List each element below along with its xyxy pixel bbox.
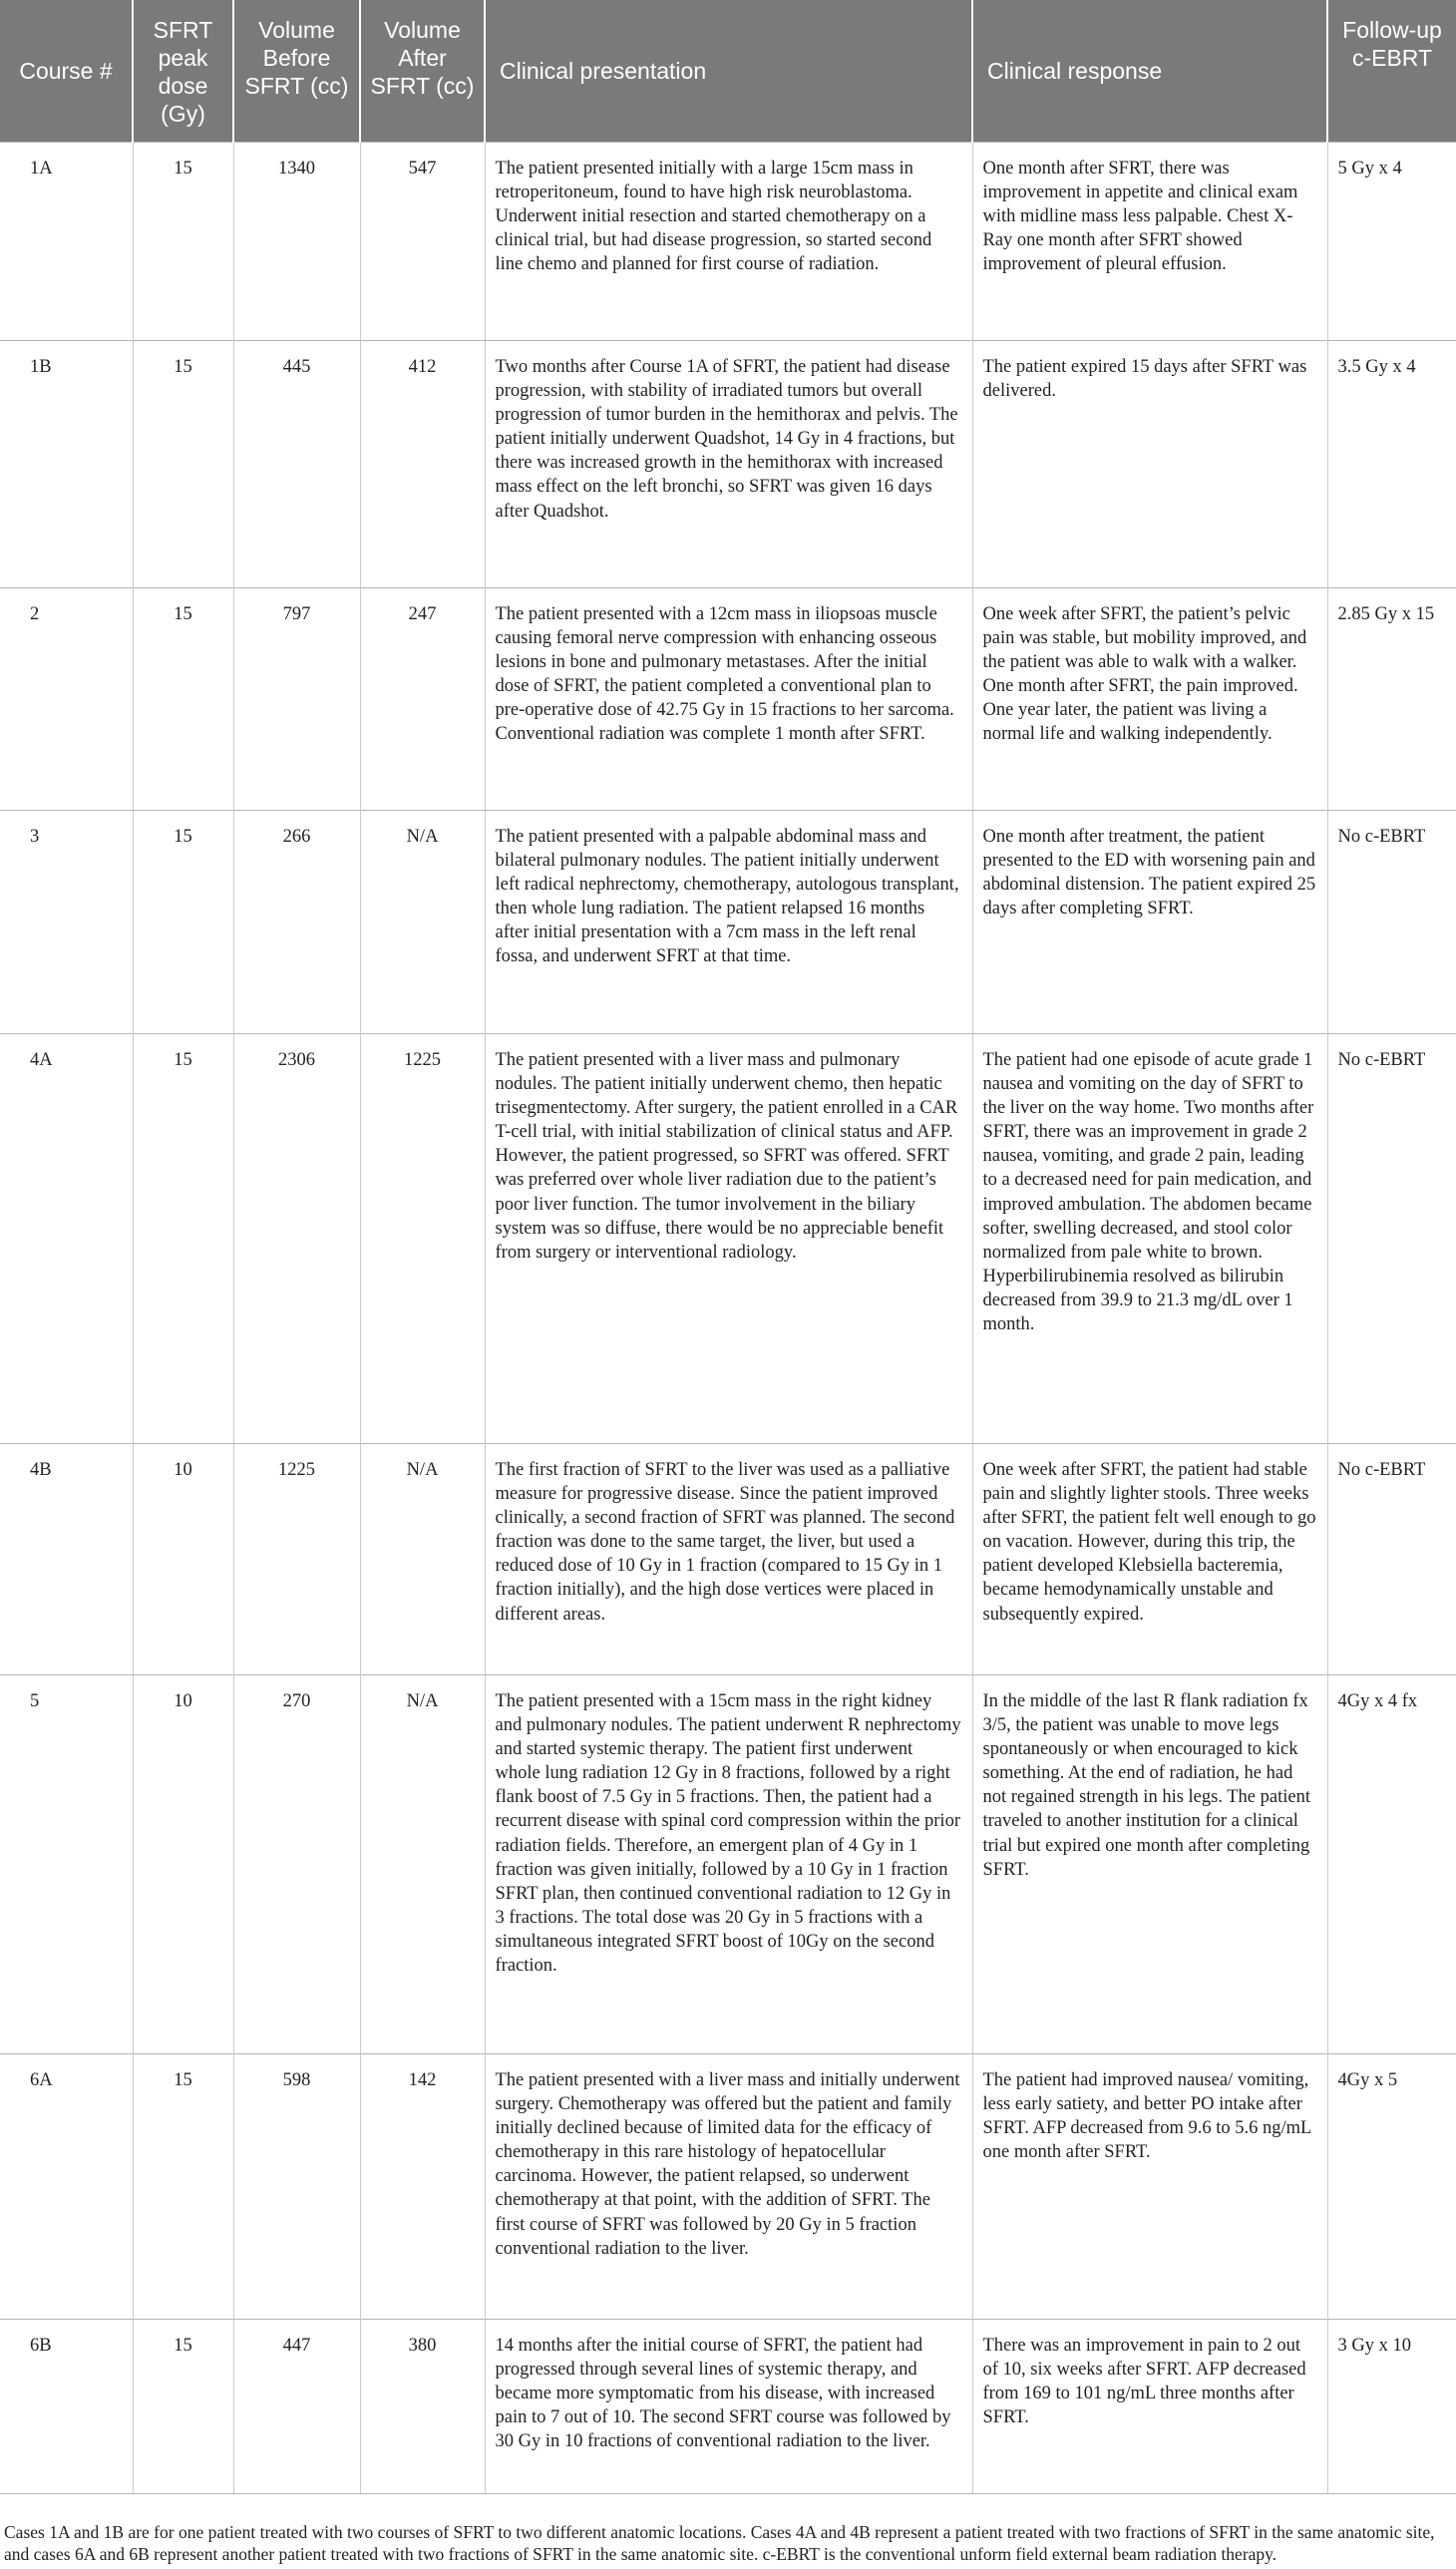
presentation-cell: The patient presented with a liver mass and pulmonary nodules. The patient initially underwent chemo, then hepatic trisegmentectomy. After surgery, the patient enrolled in a CAR T-cell trial, with initial stabilization of clinical status and AFP. However, the patient progressed, so SFRT was offered. SFRT was preferred over whole liver radiation due to the patient’s poor liver function. The tumor involvement in the biliary system was so diffuse, there would be no appreciable benefit from surgery or interventional radiology.: [485, 1034, 972, 1444]
response-cell: One month after treatment, the patient presented to the ED with worsening pain and abdominal distension. The patient expired 25 days after completing SFRT.: [972, 811, 1327, 1034]
followup-cell: No c-EBRT: [1327, 811, 1456, 1034]
response-cell: In the middle of the last R flank radiation fx 3/5, the patient was unable to move legs spontaneously or when encouraged to kick something. At the end of radiation, he had not regained strength in his legs. The patient traveled to another institution for a clinical trial but expired one month after completing SFRT.: [972, 1675, 1327, 2054]
response-cell: The patient expired 15 days after SFRT was delivered.: [972, 341, 1327, 588]
followup-cell: 3 Gy x 10: [1327, 2320, 1456, 2494]
table-row: [0, 2054, 1456, 2320]
course-cell: 4A: [0, 1034, 133, 1444]
volume-before-cell: 270: [233, 1675, 360, 2054]
volume-after-cell: N/A: [360, 1675, 485, 2054]
header-clinical-response: Clinical response: [972, 0, 1327, 143]
followup-cell: 4Gy x 4 fx: [1327, 1675, 1456, 2054]
followup-cell: No c-EBRT: [1327, 1034, 1456, 1444]
course-cell: 2: [0, 588, 133, 811]
table-row: [0, 2320, 1456, 2494]
presentation-cell: The patient presented with a 15cm mass in the right kidney and pulmonary nodules. The patient underwent R nephrectomy and started systemic therapy. The patient first underwent whole lung radiation 12 Gy in 8 fractions, followed by a right flank boost of 7.5 Gy in 5 fractions. Then, the patient had a recurrent disease with spinal cord compression within the prior radiation fields. Therefore, an emergent plan of 4 Gy in 1 fraction was given initially, followed by a 10 Gy in 1 fraction SFRT plan, then continued conventional radiation to 12 Gy in 3 fractions. The total dose was 20 Gy in 5 fractions with a simultaneous integrated SFRT boost of 10Gy on the second fraction.: [485, 1675, 972, 2054]
response-cell: One month after SFRT, there was improvement in appetite and clinical exam with midline mass less palpable. Chest X-Ray one month after SFRT showed improvement of pleural effusion.: [972, 143, 1327, 341]
table-row: [0, 588, 1456, 811]
dose-cell: 15: [133, 1034, 233, 1444]
volume-after-cell: 142: [360, 2054, 485, 2320]
volume-before-cell: 797: [233, 588, 360, 811]
volume-before-cell: 1340: [233, 143, 360, 341]
followup-cell: 4Gy x 5: [1327, 2054, 1456, 2320]
course-cell: 3: [0, 811, 133, 1034]
table-row: [0, 811, 1456, 1034]
volume-after-cell: 247: [360, 588, 485, 811]
dose-cell: 10: [133, 1675, 233, 2054]
response-cell: One week after SFRT, the patient had stable pain and slightly lighter stools. Three weeks after SFRT, the patient felt well enough to go on vacation. However, during this trip, the patient developed Klebsiella bacteremia, became hemodynamically unstable and subsequently expired.: [972, 1444, 1327, 1675]
table-header: [0, 0, 1456, 143]
presentation-cell: The patient presented initially with a large 15cm mass in retroperitoneum, found to have high risk neuroblastoma. Underwent initial resection and started chemotherapy on a clinical trial, but had disease progression, so started second line chemo and planned for first course of radiation.: [485, 143, 972, 341]
header-volume-before: Volume Before SFRT (cc): [233, 0, 360, 143]
dose-cell: 10: [133, 1444, 233, 1675]
course-cell: 1A: [0, 143, 133, 341]
header-row: [0, 0, 1456, 143]
response-cell: The patient had one episode of acute grade 1 nausea and vomiting on the day of SFRT to the liver on the way home. Two months after SFRT, there was an improvement in grade 2 nausea, vomiting, and grade 2 pain, leading to a decreased need for pain medication, and improved ambulation. The abdomen became softer, swelling decreased, and stool color normalized from pale white to brown. Hyperbilirubinemia resolved as bilirubin decreased from 39.9 to 21.3 mg/dL over 1 month.: [972, 1034, 1327, 1444]
course-cell: 4B: [0, 1444, 133, 1675]
volume-before-cell: 2306: [233, 1034, 360, 1444]
dose-cell: 15: [133, 143, 233, 341]
volume-after-cell: 1225: [360, 1034, 485, 1444]
volume-before-cell: 447: [233, 2320, 360, 2494]
table-row: [0, 143, 1456, 341]
header-volume-after: Volume After SFRT (cc): [360, 0, 485, 143]
volume-before-cell: 266: [233, 811, 360, 1034]
table-row: [0, 341, 1456, 588]
volume-before-cell: 598: [233, 2054, 360, 2320]
header-peak-dose: SFRT peak dose (Gy): [133, 0, 233, 143]
response-cell: There was an improvement in pain to 2 out of 10, six weeks after SFRT. AFP decreased from 169 to 101 ng/mL three months after SFRT.: [972, 2320, 1327, 2494]
header-follow-up: Follow-up c-EBRT: [1327, 0, 1456, 143]
presentation-cell: The patient presented with a liver mass and initially underwent surgery. Chemotherapy was offered but the patient and family initially declined because of limited data for the efficacy of chemotherapy in this rare histology of hepatocellular carcinoma. However, the patient relapsed, so underwent chemotherapy at that point, with the addition of SFRT. The first course of SFRT was followed by 20 Gy in 5 fraction conventional radiation to the liver.: [485, 2054, 972, 2320]
table-row: [0, 1444, 1456, 1675]
response-cell: One week after SFRT, the patient’s pelvic pain was stable, but mobility improved, and the patient was able to walk with a walker. One month after SFRT, the pain improved. One year later, the patient was living a normal life and walking independently.: [972, 588, 1327, 811]
table-body: [0, 143, 1456, 2494]
dose-cell: 15: [133, 2320, 233, 2494]
presentation-cell: 14 months after the initial course of SFRT, the patient had progressed through several lines of systemic therapy, and became more symptomatic from his disease, with increased pain to 7 out of 10. The second SFRT course was followed by 30 Gy in 10 fractions of conventional radiation to the liver.: [485, 2320, 972, 2494]
table-row: [0, 1034, 1456, 1444]
volume-after-cell: N/A: [360, 811, 485, 1034]
volume-after-cell: 547: [360, 143, 485, 341]
followup-cell: 3.5 Gy x 4: [1327, 341, 1456, 588]
dose-cell: 15: [133, 2054, 233, 2320]
volume-after-cell: 412: [360, 341, 485, 588]
followup-cell: No c-EBRT: [1327, 1444, 1456, 1675]
followup-cell: 5 Gy x 4: [1327, 143, 1456, 341]
table-footnote: Cases 1A and 1B are for one patient treated with two courses of SFRT to two different anatomic locations. Cases 4A and 4B represent a patient treated with two fractions of SFRT in the same anatomic site, and cases 6A and 6B represent another patient treated with two fractions of SFRT in the same anatomic site. c-EBRT is the conventional unform field external beam radiation therapy.: [4, 2522, 1435, 2564]
table-row: [0, 1675, 1456, 2054]
presentation-cell: The first fraction of SFRT to the liver was used as a palliative measure for progressive disease. Since the patient improved clinically, a second fraction of SFRT was planned. The second fraction was done to the same target, the liver, but used a reduced dose of 10 Gy in 1 fraction (compared to 15 Gy in 1 fraction initially), and the high dose vertices were placed in different areas.: [485, 1444, 972, 1675]
course-cell: 1B: [0, 341, 133, 588]
presentation-cell: The patient presented with a 12cm mass in iliopsoas muscle causing femoral nerve compression with enhancing osseous lesions in bone and pulmonary metastases. After the initial dose of SFRT, the patient completed a conventional plan to pre-operative dose of 42.75 Gy in 15 fractions to her sarcoma. Conventional radiation was complete 1 month after SFRT.: [485, 588, 972, 811]
volume-after-cell: N/A: [360, 1444, 485, 1675]
followup-cell: 2.85 Gy x 15: [1327, 588, 1456, 811]
dose-cell: 15: [133, 811, 233, 1034]
header-course: Course #: [0, 0, 133, 143]
volume-after-cell: 380: [360, 2320, 485, 2494]
response-cell: The patient had improved nausea/ vomiting, less early satiety, and better PO intake after SFRT. AFP decreased from 9.6 to 5.6 ng/mL one month after SFRT.: [972, 2054, 1327, 2320]
course-cell: 6A: [0, 2054, 133, 2320]
course-cell: 5: [0, 1675, 133, 2054]
volume-before-cell: 1225: [233, 1444, 360, 1675]
course-cell: 6B: [0, 2320, 133, 2494]
presentation-cell: Two months after Course 1A of SFRT, the patient had disease progression, with stability of irradiated tumors but overall progression of tumor burden in the hemithorax and pelvis. The patient initially underwent Quadshot, 14 Gy in 4 fractions, but there was increased growth in the hemithorax with increased mass effect on the left bronchi, so SFRT was given 16 days after Quadshot.: [485, 341, 972, 588]
volume-before-cell: 445: [233, 341, 360, 588]
dose-cell: 15: [133, 588, 233, 811]
presentation-cell: The patient presented with a palpable abdominal mass and bilateral pulmonary nodules. The patient initially underwent left radical nephrectomy, chemotherapy, autologous transplant, then whole lung radiation. The patient relapsed 16 months after initial presentation with a 7cm mass in the left renal fossa, and underwent SFRT at that time.: [485, 811, 972, 1034]
dose-cell: 15: [133, 341, 233, 588]
header-clinical-presentation: Clinical presentation: [485, 0, 972, 143]
